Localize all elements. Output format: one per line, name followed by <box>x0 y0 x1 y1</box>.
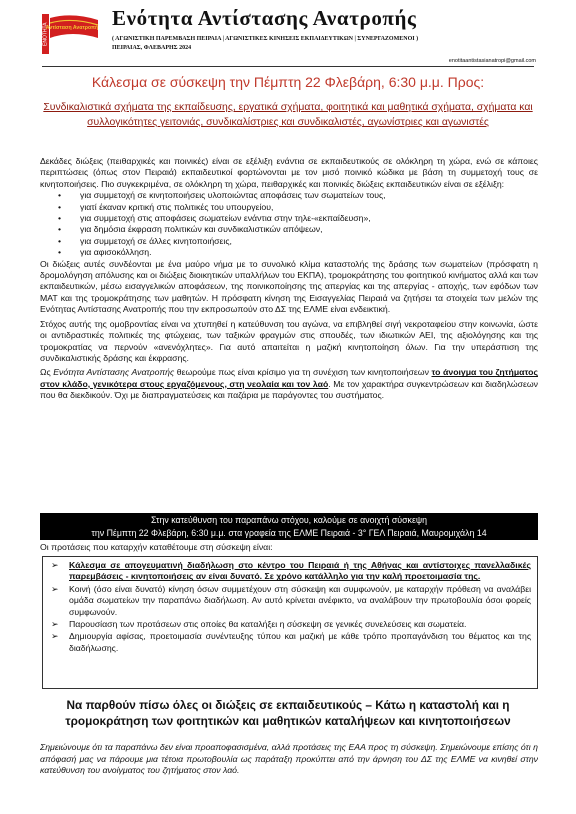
check-arrow-icon: ➢ <box>51 631 59 642</box>
persecution-reasons-list <box>40 190 538 258</box>
place-date: ΠΕΙΡΑΙΑΣ, ΦΛΕΒΑΡΗΣ 2024 <box>112 45 192 51</box>
list-item: • για συμμετοχή σε άλλες κινητοποιήσεις, <box>40 236 538 247</box>
intro-section <box>40 156 538 402</box>
intro-paragraph: Δεκάδες διώξεις (πειθαρχικές και ποινικές) είναι σε εξέλιξη ενάντια σε εκπαιδευτικούς σε ολόκληρη τη χώρα, ενώ σε κάποιες περιπτώσεις (όπως στον Πειραιά) εκπαιδευτικοί φορτώνονται με τον μισό ποινικό κώδικα με βάση τη συμμετοχή τους σε κινητοποιήσεις. Πιο συγκεκριμένα, σε ολόκληρη τη χώρα, πειθαρχικές και ποινικές διώξεις εκπαιδευτικών είναι σε εξέλιξη: <box>40 156 538 189</box>
list-item: • για δημόσια έκφραση πολιτικών και συνδικαλιστικών απόψεων, <box>40 224 538 235</box>
footer-note: Σημειώνουμε ότι τα παραπάνω δεν είναι προαποφασισμένα, αλλά προτάσεις της ΕΑΑ προς τη σύσκεψη. Σημειώνουμε επίσης ότι η απόφασή μας να πάρουμε μια τέτοια πρωτοβουλία ως παράταξη προκύπτει από την άρνηση του ΔΣ της ΕΛΜΕ να κινηθεί στην κατεύθυνση του ανοίγματος του ζητήματος στον λαό. <box>40 742 538 775</box>
emphasis-text: το άνοιγμα του ζητήματος στον κλάδο, γενικότερα στους εργαζόμενους, στη νεολαία και τον λαό <box>40 367 538 389</box>
recipients-line: Συνδικαλιστικά σχήματα της εκπαίδευσης, εργατικά σχήματα, φοιτητικά και μαθητικά σχήματα, σχήματα και συλλογικότητες γειτονιάς, συνδικαλίστριες και συνδικαλιστές, αγωνίστριες και αγωνιστές <box>43 102 533 128</box>
list-item: • για συμμετοχή σε κινητοποιήσεις υλοποιώντας αποφάσεις των σωματείων τους, <box>40 190 538 201</box>
proposal-item: ➢ Δημιουργία αφίσας, προετοιμασία συνέντευξης τύπου και μαζική με κάθε τρόπο προπαγάνδιση του θέματος και της διαδήλωσης. <box>51 631 531 653</box>
svg-text:Αντίσταση Ανατροπή: Αντίσταση Ανατροπή <box>45 25 99 31</box>
check-arrow-icon: ➢ <box>51 560 59 570</box>
meeting-banner <box>40 513 538 540</box>
call-headline: Κάλεσμα σε σύσκεψη την Πέμπτη 22 Φλεβάρη, 6:30 μ.μ. Προς: <box>91 74 485 90</box>
check-arrow-icon: ➢ <box>51 583 59 594</box>
slogan-line-1: Να παρθούν πίσω όλες οι διώξεις σε εκπαιδευτικούς – Κάτω η καταστολή και η <box>66 698 510 712</box>
goal-paragraph: Στόχος αυτής της ομοβροντίας είναι να χτυπηθεί η κατεύθυνση του αγώνα, να επιβληθεί σιγή νεκροταφείου στην κοινωνία, ώστε οι αντιδραστικές πολιτικές της φτώχειας, των ταξικών φραγμών στις σπουδές, των ιδιωτικών ΑΕΙ, της αξιολόγησης και της τρομοκρατίας να περνούν «ανενόχλητες». Για αυτό απαιτείται η μαζική κινητοποίηση όλων. Για την υπεράσπιση της συνδικαλιστικής δράσης και έκφρασης. <box>40 318 538 363</box>
proposals-box <box>42 556 538 689</box>
page-title: Ενότητα Αντίστασης Ανατροπής <box>112 6 417 30</box>
position-paragraph: Ως Ενότητα Αντίστασης Ανατροπής θεωρούμε πως είναι κρίσιμο για τη συνέχιση των κινητοποιήσεων το άνοιγμα του ζητήματος στον κλάδο, γενικότερα στους εργαζόμενους, στη νεολαία και τον λαό. Με τον χαρακτήρα συγκεντρώσεων και διαδηλώσεων που θα διεκδικούν. Όχι με διαπραγματεύσεις και παζάρια με παράγοντες του συστήματος. <box>40 367 538 401</box>
list-item: • για αφισοκόλληση. <box>40 247 538 258</box>
flag-logo-icon <box>42 12 100 56</box>
context-paragraph: Οι διώξεις αυτές συνδέονται με ένα μαύρο νήμα με το συνολικό κλίμα καταστολής της δράσης των σωματείων (πρόσφατη η δρομολόγηση απόλυσης και οι διώξεις διοικητικών υπαλλήλων του ΕΚΠΑ), τρομοκράτησης του φοιτητικού κινήματος αλλά και των εκπαιδευτικών, μέσω εισαγγελικών αποφάσεων, της ποινικοποίησης της απεργίας και της απεργίας - αποχής, των εφόδων των ΜΑΤ και της τρομοκράτησης των μαθητών. Η πρόσφατη κίνηση της Εισαγγελίας Πειραιά να ζητήσει τα στοιχεία των μελών της Ενότητας Αντίστασης Ανατροπής που την εκπροσωπούν στο ΔΣ της ΕΛΜΕ είναι ενδεικτική. <box>40 258 538 315</box>
proposals-intro: Οι προτάσεις που καταρχήν καταθέτουμε στη σύσκεψη είναι: <box>40 542 273 552</box>
proposal-item: ➢ Κάλεσμα σε απογευματινή διαδήλωση στο κέντρο του Πειραιά ή της Αθήνας και αντίστοιχες πανελλαδικές παρεμβάσεις - κινητοποιήσεις αν είναι δυνατό. Σε χρόνο κατάλληλο για την καλή προετοιμασία της. <box>51 560 531 582</box>
slogan-line-2: τρομοκράτηση των φοιτητικών και μαθητικών καταλήψεων και κινητοποιήσεων <box>65 714 511 728</box>
banner-line-2: την Πέμπτη 22 Φλεβάρη, 6:30 μ.μ. στα γραφεία της ΕΛΜΕ Πειραιά - 3° ΓΕΛ Πειραιά, Μαυρομιχάλη 14 <box>91 527 487 538</box>
group-name: Ενότητα Αντίστασης Ανατροπής <box>53 367 175 378</box>
svg-text:ΕΝΟΤΗΤΑ: ΕΝΟΤΗΤΑ <box>42 22 49 46</box>
organization-subtitle: ( ΑΓΩΝΙΣΤΙΚΗ ΠΑΡΕΜΒΑΣΗ ΠΕΙΡΑΙΑ | ΑΓΩΝΙΣΤΙΚΕΣ ΚΙΝΗΣΕΙΣ ΕΚΠΑΙΔΕΥΤΙΚΩΝ | ΣΥΝΕΡΓΑΖΟΜΕΝΟΙ ) <box>112 36 419 42</box>
list-item: • γιατί έκαναν κριτική στις πολιτικές του υπουργείου, <box>40 202 538 213</box>
check-arrow-icon: ➢ <box>51 619 59 630</box>
proposal-item: ➢ Κοινή (όσο είναι δυνατό) κίνηση όσων συμμετέχουν στη σύσκεψη και συμφωνούν, με καταρχήν πρόθεση να αναλάβει ομάδα σωματείων την παραπάνω διαδήλωση. Αν αυτό κρίνεται ανέφικτο, να αναλάβουν την πρωτοβουλία όσοι φορείς συμφωνούν. <box>51 583 531 617</box>
list-item: • για συμμετοχή στις αποφάσεις σωματείων ενάντια στην τηλε-«εκπαίδευση», <box>40 213 538 224</box>
banner-line-1: Στην κατεύθυνση του παραπάνω στόχου, καλούμε σε ανοιχτή σύσκεψη <box>150 515 428 525</box>
closing-slogan <box>0 697 576 729</box>
contact-email[interactable]: enotitaantistasianatropi@gmail.com <box>448 58 536 64</box>
proposal-item: ➢ Παρουσίαση των προτάσεων στις οποίες θα καταλήξει η σύσκεψη σε γενικές συνελεύσεις και σωματεία. <box>51 619 467 630</box>
header-divider <box>42 66 534 67</box>
